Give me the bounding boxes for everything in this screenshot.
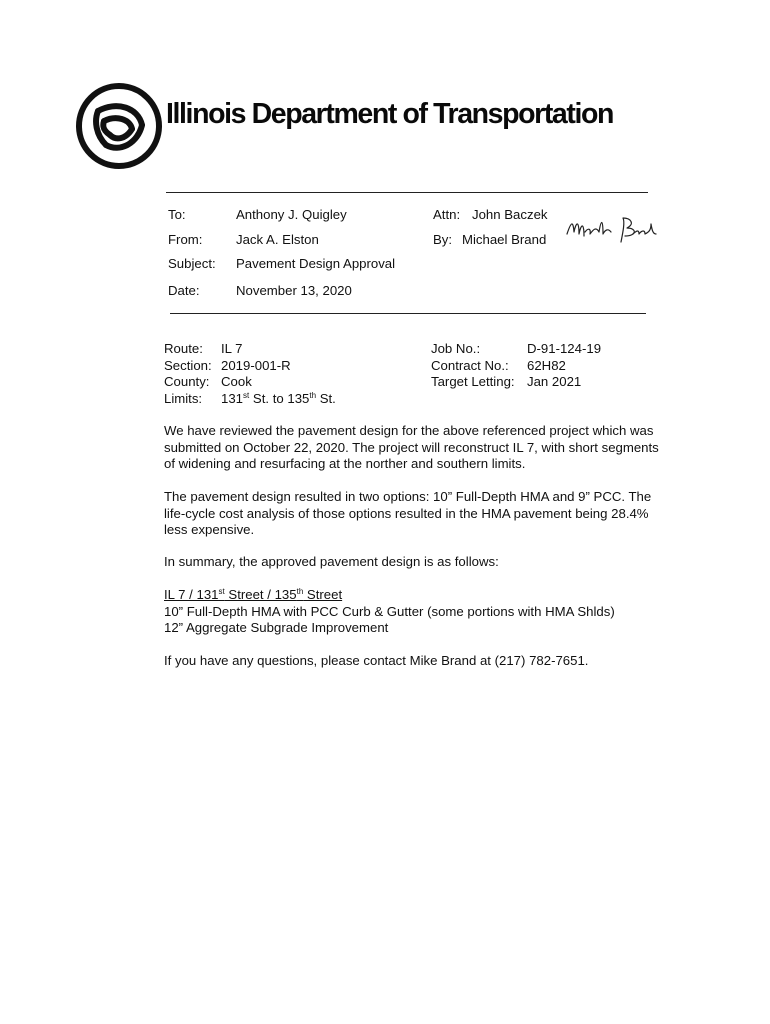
attn-label: Attn:	[433, 207, 461, 222]
job-label: Job No.:	[431, 341, 481, 356]
subject-value: Pavement Design Approval	[236, 256, 396, 271]
date-value: November 13, 2020	[236, 283, 352, 298]
limits-label: Limits:	[164, 391, 203, 406]
county-label: County:	[164, 374, 210, 389]
memo-divider	[170, 313, 646, 314]
limits-value: 131st St. to 135th St.	[221, 391, 336, 406]
letting-value: Jan 2021	[527, 374, 582, 389]
idot-triskelion-logo-icon	[76, 81, 162, 171]
contract-label: Contract No.:	[431, 358, 509, 373]
job-value: D-91-124-19	[527, 341, 602, 356]
from-value: Jack A. Elston	[236, 232, 319, 247]
design-heading: IL 7 / 131st Street / 135th Street	[164, 587, 343, 602]
paragraph-options: The pavement design resulted in two options: 10” Full-Depth HMA and 9” PCC. The life-cycle cost analysis of those options resulted in the HMA pavement being 28.4% less expensive.	[164, 489, 652, 538]
signature-icon	[565, 214, 657, 248]
paragraph-summary: In summary, the approved pavement design is as follows:	[164, 554, 499, 569]
paragraph-review: We have reviewed the pavement design for the above referenced project which was submitted on October 22, 2020. The project will reconstruct IL 7, with short segments of widening and resurfacing at the norther and southern limits.	[164, 423, 659, 472]
contract-value: 62H82	[527, 358, 566, 373]
date-label: Date:	[168, 283, 200, 298]
by-value: Michael Brand	[462, 232, 547, 247]
by-label: By:	[433, 232, 453, 247]
route-value: IL 7	[221, 341, 243, 356]
to-label: To:	[168, 207, 186, 222]
subject-label: Subject:	[168, 256, 216, 271]
header-divider	[166, 192, 648, 193]
design-line-1: 10” Full-Depth HMA with PCC Curb & Gutter (some portions with HMA Shlds)	[164, 604, 615, 619]
from-label: From:	[168, 232, 203, 247]
county-value: Cook	[221, 374, 252, 389]
to-value: Anthony J. Quigley	[236, 207, 347, 222]
paragraph-contact: If you have any questions, please contact Mike Brand at (217) 782-7651.	[164, 653, 589, 668]
route-label: Route:	[164, 341, 203, 356]
section-label: Section:	[164, 358, 212, 373]
letting-label: Target Letting:	[431, 374, 515, 389]
section-value: 2019-001-R	[221, 358, 291, 373]
attn-value: John Baczek	[472, 207, 548, 222]
org-title: Illinois Department of Transportation	[166, 98, 613, 130]
design-line-2: 12” Aggregate Subgrade Improvement	[164, 620, 389, 635]
